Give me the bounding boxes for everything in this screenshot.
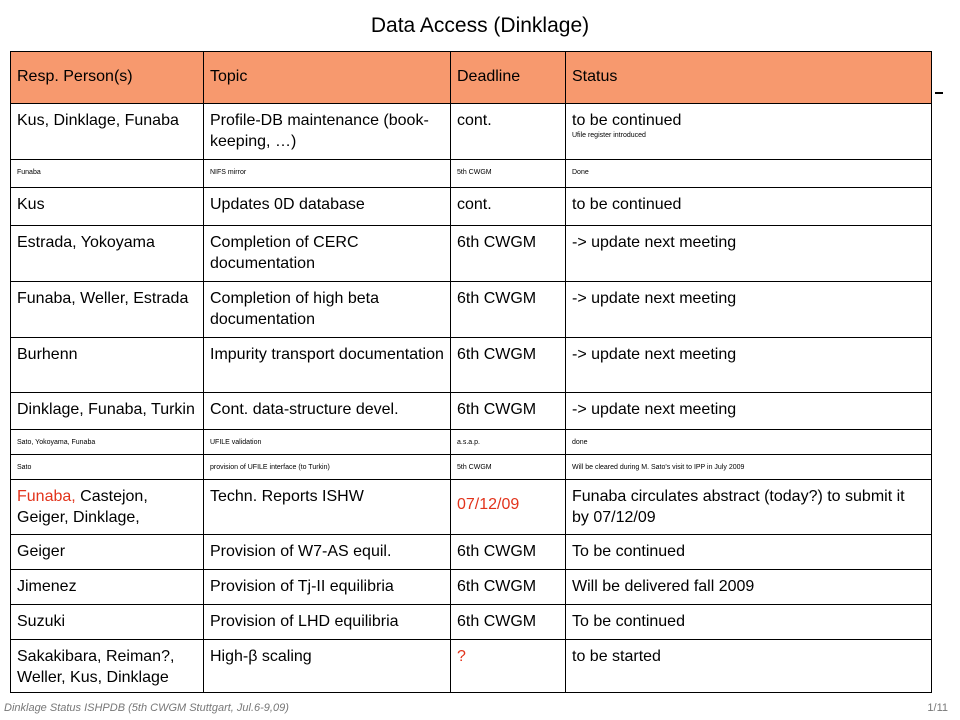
- header-deadline: Deadline: [451, 52, 566, 104]
- cell-deadline: 07/12/09: [451, 480, 566, 535]
- cell-topic: Techn. Reports ISHW: [204, 480, 451, 535]
- table-row: [11, 226, 932, 282]
- cell-status: Will be cleared during M. Sato's visit to IPP in July 2009: [566, 455, 932, 480]
- cell-topic: Provision of Tj-II equilibria: [204, 570, 451, 605]
- cell-status: -> update next meeting: [566, 338, 932, 393]
- cell-status: To be continued: [566, 535, 932, 570]
- footer-caption: Dinklage Status ISHPDB (5th CWGM Stuttgart, Jul.6-9,09): [4, 702, 289, 714]
- cell-deadline: cont.: [451, 188, 566, 226]
- page-number: 1/11: [927, 702, 948, 714]
- cell-deadline: cont.: [451, 104, 566, 160]
- cell-topic: High-β scaling: [204, 640, 451, 693]
- cell-topic: Provision of W7-AS equil.: [204, 535, 451, 570]
- table-row: [11, 104, 932, 160]
- cell-deadline: ?: [451, 640, 566, 693]
- cell-person: Funaba, Weller, Estrada: [11, 282, 204, 338]
- table-row: [11, 640, 932, 693]
- table-row: [11, 338, 932, 393]
- cell-topic: Impurity transport documentation: [204, 338, 451, 393]
- cell-status: done: [566, 430, 932, 455]
- cell-topic: provision of UFILE interface (to Turkin): [204, 455, 451, 480]
- cell-topic: NIFS mirror: [204, 160, 451, 188]
- table-row: [11, 570, 932, 605]
- cell-status: Funaba circulates abstract (today?) to submit it by 07/12/09: [566, 480, 932, 535]
- cell-deadline: 6th CWGM: [451, 282, 566, 338]
- cell-status: [566, 104, 932, 160]
- cell-status: to be continued: [566, 188, 932, 226]
- cell-person: Dinklage, Funaba, Turkin: [11, 393, 204, 430]
- cell-deadline: 6th CWGM: [451, 226, 566, 282]
- table-row: [11, 393, 932, 430]
- cell-deadline: a.s.a.p.: [451, 430, 566, 455]
- status-note: Ufile register introduced: [572, 132, 646, 139]
- cell-deadline: 6th CWGM: [451, 393, 566, 430]
- cell-status: to be started: [566, 640, 932, 693]
- table-row: [11, 535, 932, 570]
- cell-person: Sato, Yokoyama, Funaba: [11, 430, 204, 455]
- table-row: [11, 455, 932, 480]
- cell-status: Done: [566, 160, 932, 188]
- table-row: [11, 605, 932, 640]
- cell-person: Sato: [11, 455, 204, 480]
- cell-person: Sakakibara, Reiman?, Weller, Kus, Dinklage: [11, 640, 204, 693]
- header-topic: Topic: [204, 52, 451, 104]
- cell-topic: Completion of CERC documentation: [204, 226, 451, 282]
- cell-topic: Completion of high beta documentation: [204, 282, 451, 338]
- cell-topic: Profile-DB maintenance (book-keeping, …): [204, 104, 451, 160]
- cell-topic: Updates 0D database: [204, 188, 451, 226]
- table-row: [11, 480, 932, 535]
- cell-topic: Provision of LHD equilibria: [204, 605, 451, 640]
- header-status: Status: [566, 52, 932, 104]
- action-items-table: [10, 51, 932, 693]
- table-row: [11, 160, 932, 188]
- table-row: [11, 282, 932, 338]
- cell-person: Jimenez: [11, 570, 204, 605]
- cell-status: Will be delivered fall 2009: [566, 570, 932, 605]
- cell-deadline: 6th CWGM: [451, 338, 566, 393]
- cell-person: Suzuki: [11, 605, 204, 640]
- cell-person: Funaba: [11, 160, 204, 188]
- cell-person: Estrada, Yokoyama: [11, 226, 204, 282]
- decorative-tick: [935, 92, 943, 94]
- cell-status: To be continued: [566, 605, 932, 640]
- cell-person: [11, 480, 204, 535]
- cell-deadline: 5th CWGM: [451, 160, 566, 188]
- cell-status: -> update next meeting: [566, 393, 932, 430]
- person-rest: Castejon, Geiger, Dinklage,: [17, 488, 148, 526]
- cell-person: Burhenn: [11, 338, 204, 393]
- page-title: Data Access (Dinklage): [370, 14, 590, 37]
- cell-person: Kus: [11, 188, 204, 226]
- cell-status: -> update next meeting: [566, 226, 932, 282]
- status-text: to be continued: [572, 112, 682, 129]
- header-person: Resp. Person(s): [11, 52, 204, 104]
- table-row: [11, 188, 932, 226]
- cell-person: Geiger: [11, 535, 204, 570]
- cell-deadline: 6th CWGM: [451, 570, 566, 605]
- cell-status: -> update next meeting: [566, 282, 932, 338]
- cell-topic: Cont. data-structure devel.: [204, 393, 451, 430]
- cell-deadline: 5th CWGM: [451, 455, 566, 480]
- cell-deadline: 6th CWGM: [451, 605, 566, 640]
- table-row: [11, 430, 932, 455]
- cell-deadline: 6th CWGM: [451, 535, 566, 570]
- person-lead: Funaba,: [17, 488, 76, 505]
- table-header-row: [11, 52, 932, 104]
- cell-person: Kus, Dinklage, Funaba: [11, 104, 204, 160]
- cell-topic: UFILE validation: [204, 430, 451, 455]
